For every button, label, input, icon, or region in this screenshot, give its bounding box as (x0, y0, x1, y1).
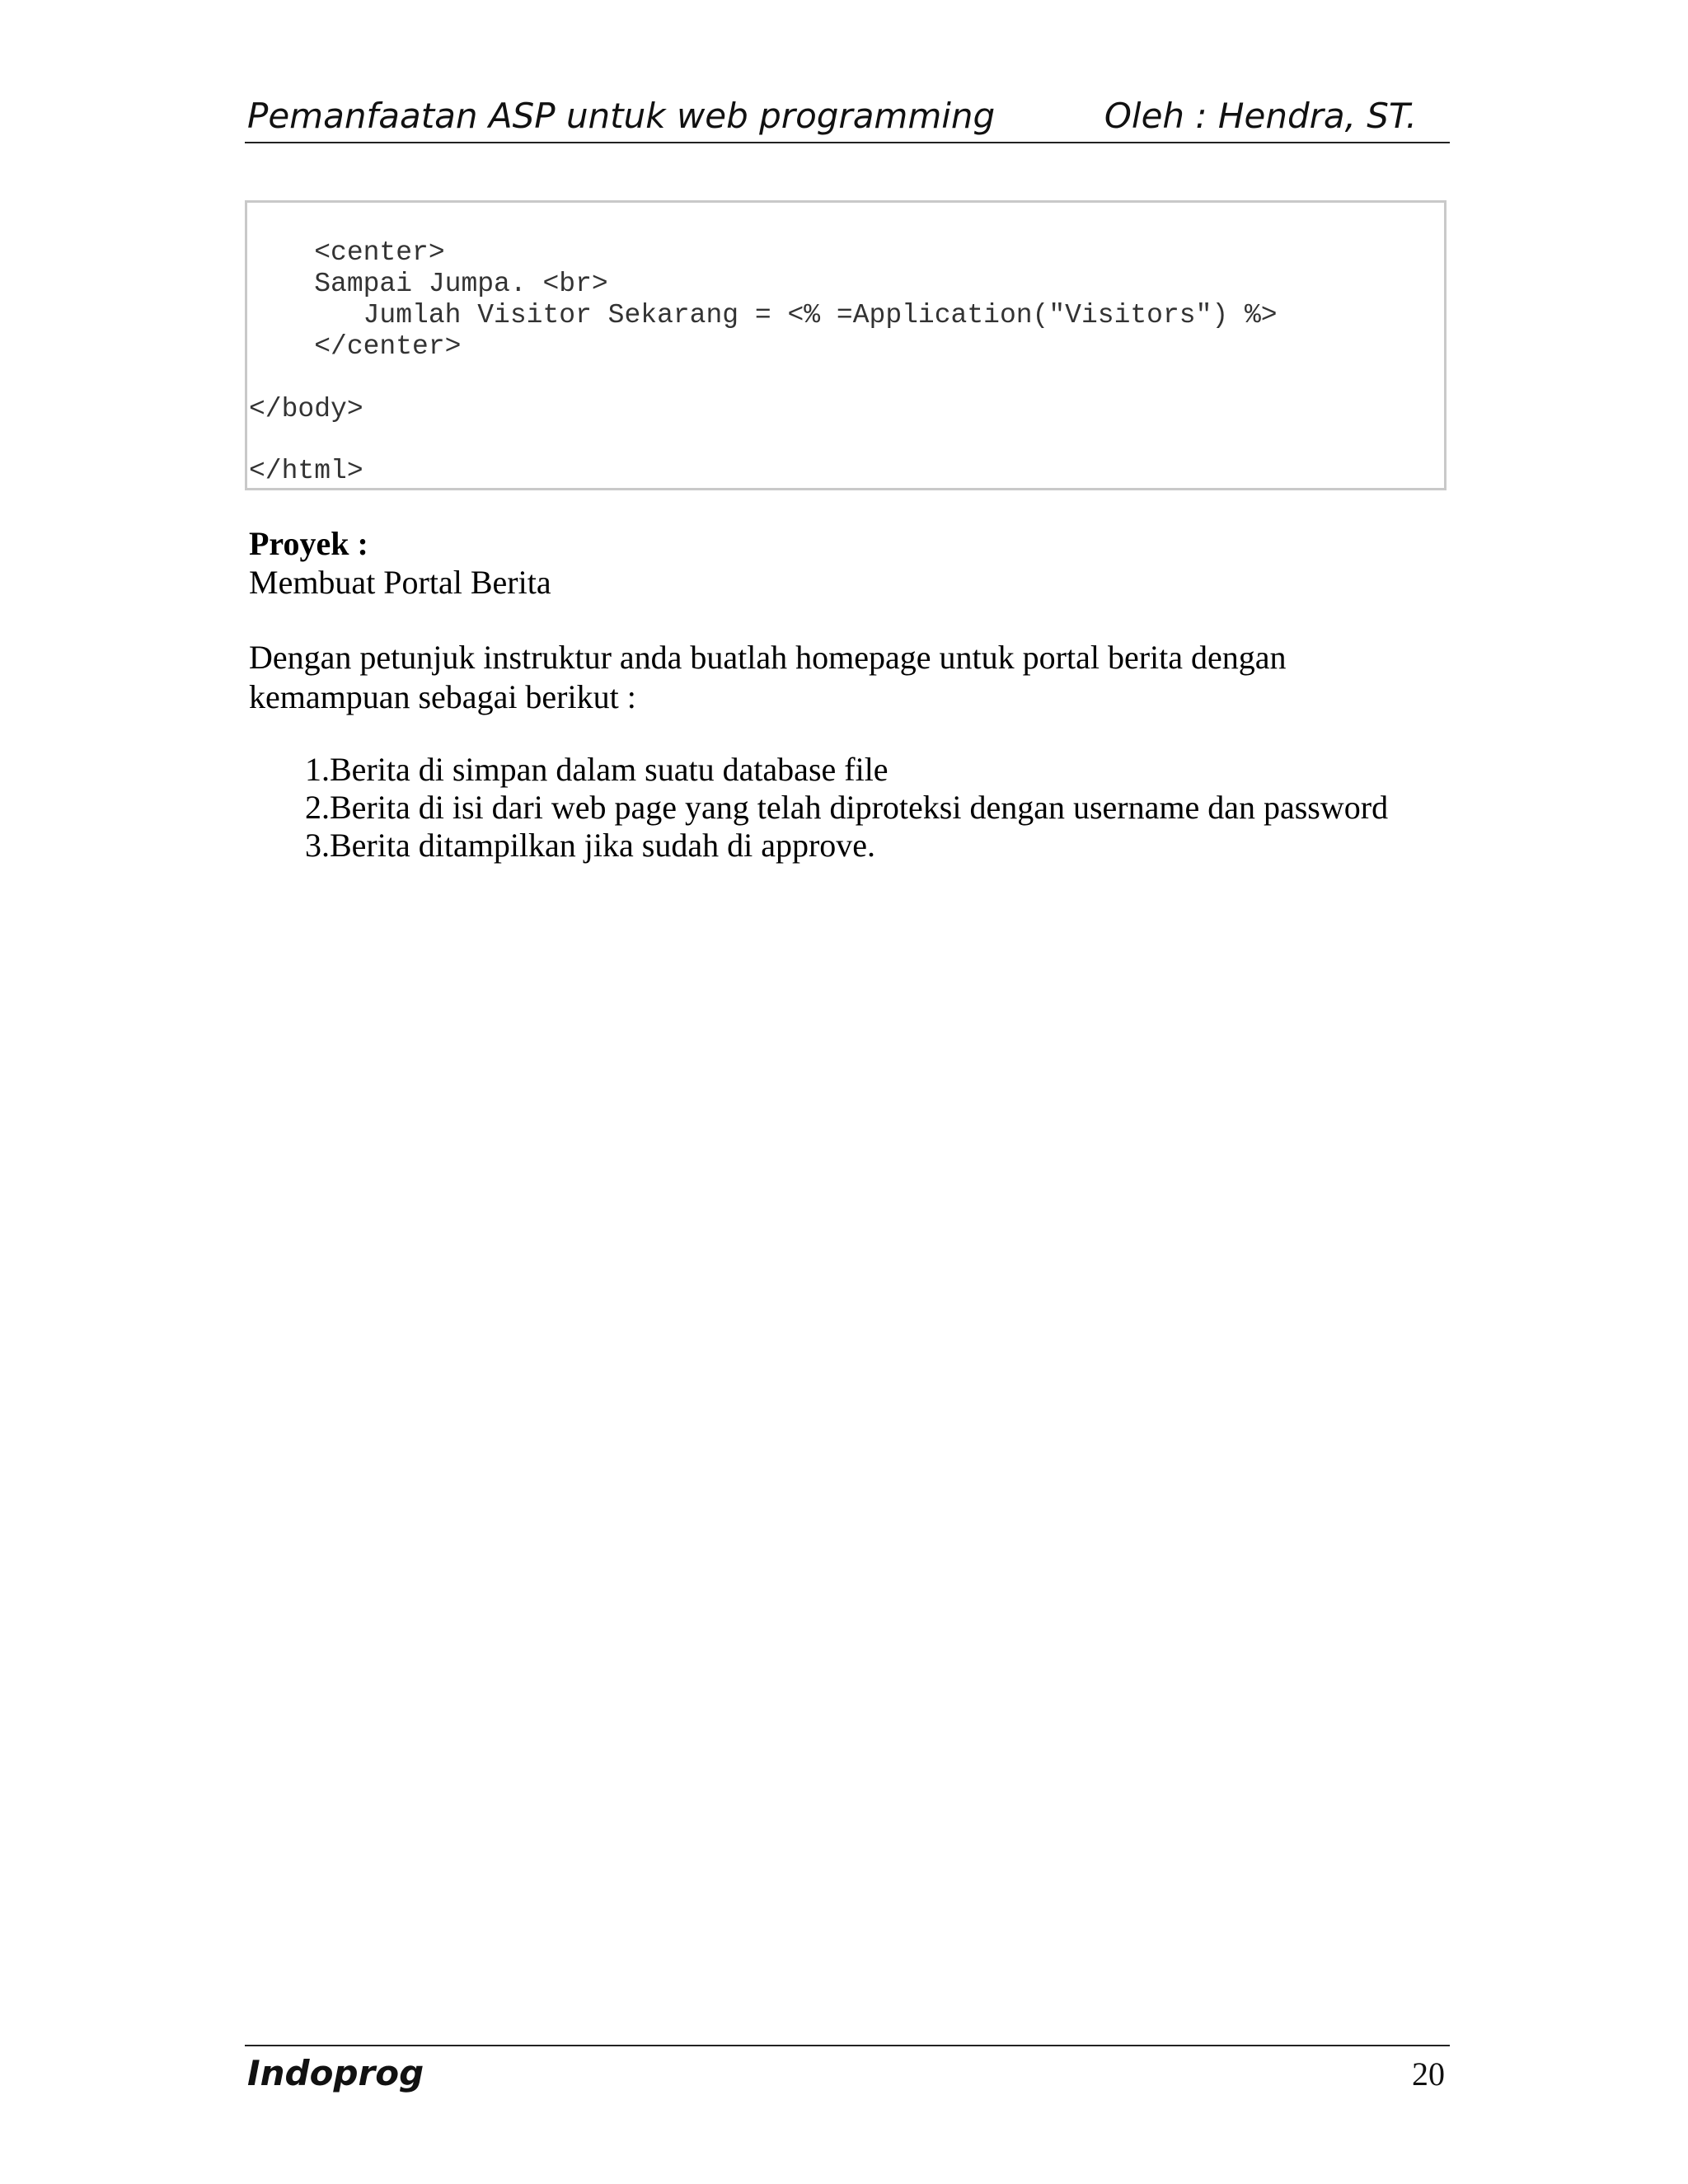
project-subtitle: Membuat Portal Berita (249, 564, 551, 601)
code-block (245, 200, 1447, 490)
list-item-number: 3. (305, 827, 330, 864)
list-item-number: 2. (305, 789, 330, 826)
code-line: </body> (249, 394, 363, 424)
code-line: Sampai Jumpa. <br> (249, 269, 608, 299)
page-number: 20 (1412, 2055, 1445, 2093)
code-line: </html> (249, 456, 363, 486)
project-heading: Proyek : (249, 525, 368, 562)
code-line: Jumlah Visitor Sekarang = <% =Application("Visitors") %> (249, 300, 1278, 330)
code-line: <center> (249, 237, 445, 268)
code-line: </center> (249, 331, 462, 362)
page-footer (245, 2045, 1450, 2104)
page-header (245, 92, 1450, 143)
project-description: Dengan petunjuk instruktur anda buatlah homepage untuk portal berita dengan kemampuan sebagai berikut : (249, 639, 1287, 715)
header-author: Oleh : Hendra, ST. (1104, 96, 1417, 136)
footer-publisher: Indoprog (247, 2053, 424, 2093)
list-item-text: Berita ditampilkan jika sudah di approve. (330, 827, 876, 864)
list-item-number: 1. (305, 751, 330, 788)
list-item-text: Berita di simpan dalam suatu database file (330, 751, 889, 788)
list-item-text: Berita di isi dari web page yang telah diproteksi dengan username dan password (330, 789, 1389, 826)
header-title: Pemanfaatan ASP untuk web programming (247, 96, 996, 136)
